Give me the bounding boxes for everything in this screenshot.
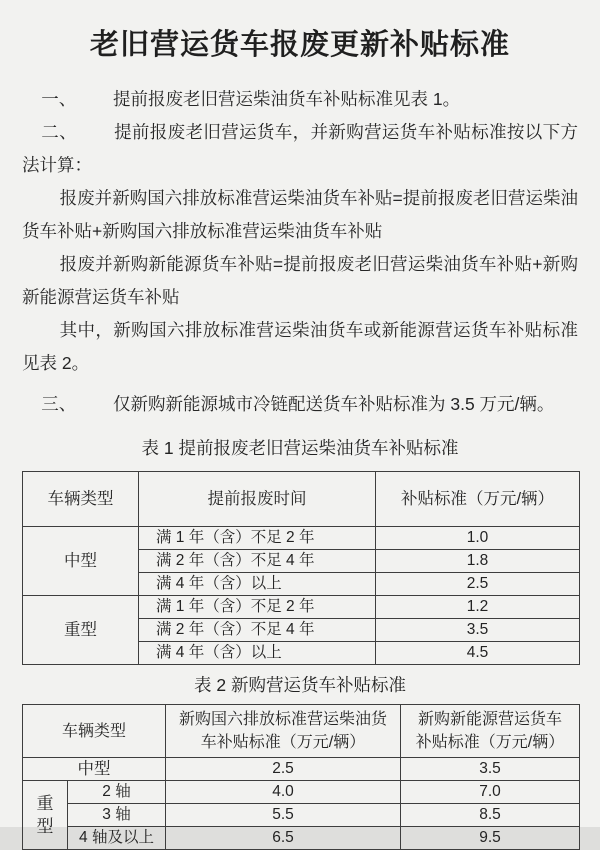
table2-value-new-energy: 3.5: [401, 758, 580, 781]
paragraph-text: 报废并新购新能源货车补贴=提前报废老旧营运柴油货车补贴+新购新能源营运货车补贴: [22, 254, 578, 307]
table2-value-diesel: 6.5: [166, 827, 401, 850]
table1-type-heavy: 重型: [23, 596, 139, 665]
table2-axle: 2 轴: [68, 781, 166, 804]
table2-axle: 4 轴及以上: [68, 827, 166, 850]
table2-header-vehicle-type: 车辆类型: [23, 705, 166, 758]
table1-value: 4.5: [376, 642, 580, 665]
table1-value: 3.5: [376, 619, 580, 642]
paragraph-text: 其中，新购国六排放标准营运柴油货车或新能源营运货车补贴标准见表 2。: [22, 320, 578, 373]
table2-axle: 3 轴: [68, 804, 166, 827]
table1-value: 1.2: [376, 596, 580, 619]
table1-period: 满 2 年（含）不足 4 年: [139, 619, 376, 642]
table2-value-diesel: 2.5: [166, 758, 401, 781]
paragraph-text: 仅新购新能源城市冷链配送货车补贴标准为 3.5 万元/辆。: [113, 394, 555, 414]
table1-header-subsidy: 补贴标准（万元/辆）: [376, 472, 580, 527]
table2-value-diesel: 4.0: [166, 781, 401, 804]
table1-period: 满 4 年（含）以上: [139, 642, 376, 665]
table1-period: 满 2 年（含）不足 4 年: [139, 550, 376, 573]
list-marker-2: 二、: [41, 122, 77, 142]
table1-value: 2.5: [376, 573, 580, 596]
table1-type-medium: 中型: [23, 527, 139, 596]
list-marker-1: 一、: [41, 89, 77, 109]
table1-subsidy-scrap: [22, 471, 580, 665]
table1-header-scrap-time: 提前报废时间: [139, 472, 376, 527]
table2-header-row: [23, 705, 580, 758]
table2-header-new-energy: 新购新能源营运货车补贴标准（万元/辆）: [401, 705, 580, 758]
table-row: [23, 827, 580, 850]
table1-header-vehicle-type: 车辆类型: [23, 472, 139, 527]
table2-header-diesel: 新购国六排放标准营运柴油货车补贴标准（万元/辆）: [166, 705, 401, 758]
table2-subsidy-new-purchase: [22, 704, 580, 850]
table1-caption: 表 1 提前报废老旧营运柴油货车补贴标准: [141, 438, 459, 458]
list-marker-3: 三、: [41, 394, 77, 414]
paragraph-text: 提前报废老旧营运货车，并新购营运货车补贴标准按以下方法计算：: [22, 122, 579, 175]
table-row: [23, 596, 580, 619]
paragraph-formula-new-energy: [22, 248, 578, 314]
table-row: [23, 758, 580, 781]
paragraph-text: 报废并新购国六排放标准营运柴油货车补贴=提前报废老旧营运柴油货车补贴+新购国六排放标准营运柴油货车补贴: [22, 188, 578, 241]
table2-caption: 表 2 新购营运货车补贴标准: [194, 675, 406, 695]
table-row: [23, 781, 580, 804]
paragraph-item-1: [22, 83, 578, 116]
table2-value-new-energy: 9.5: [401, 827, 580, 850]
paragraph-item-3: [22, 388, 578, 421]
table2-type-heavy: 重型: [23, 781, 68, 850]
table2-value-diesel: 5.5: [166, 804, 401, 827]
table1-period: 满 4 年（含）以上: [139, 573, 376, 596]
table1-period: 满 1 年（含）不足 2 年: [139, 527, 376, 550]
table2-type-medium: 中型: [23, 758, 166, 781]
paragraph-note: [22, 314, 578, 380]
table-row: [23, 804, 580, 827]
paragraph-formula-diesel: [22, 182, 578, 248]
page-title: 老旧营运货车报废更新补贴标准: [89, 29, 510, 61]
paragraph-item-2: [22, 116, 578, 182]
table1-header-row: [23, 472, 580, 527]
table-row: [23, 527, 580, 550]
table2-value-new-energy: 7.0: [401, 781, 580, 804]
table2-value-new-energy: 8.5: [401, 804, 580, 827]
table1-value: 1.0: [376, 527, 580, 550]
table1-value: 1.8: [376, 550, 580, 573]
paragraph-text: 提前报废老旧营运柴油货车补贴标准见表 1。: [113, 89, 461, 109]
table1-period: 满 1 年（含）不足 2 年: [139, 596, 376, 619]
